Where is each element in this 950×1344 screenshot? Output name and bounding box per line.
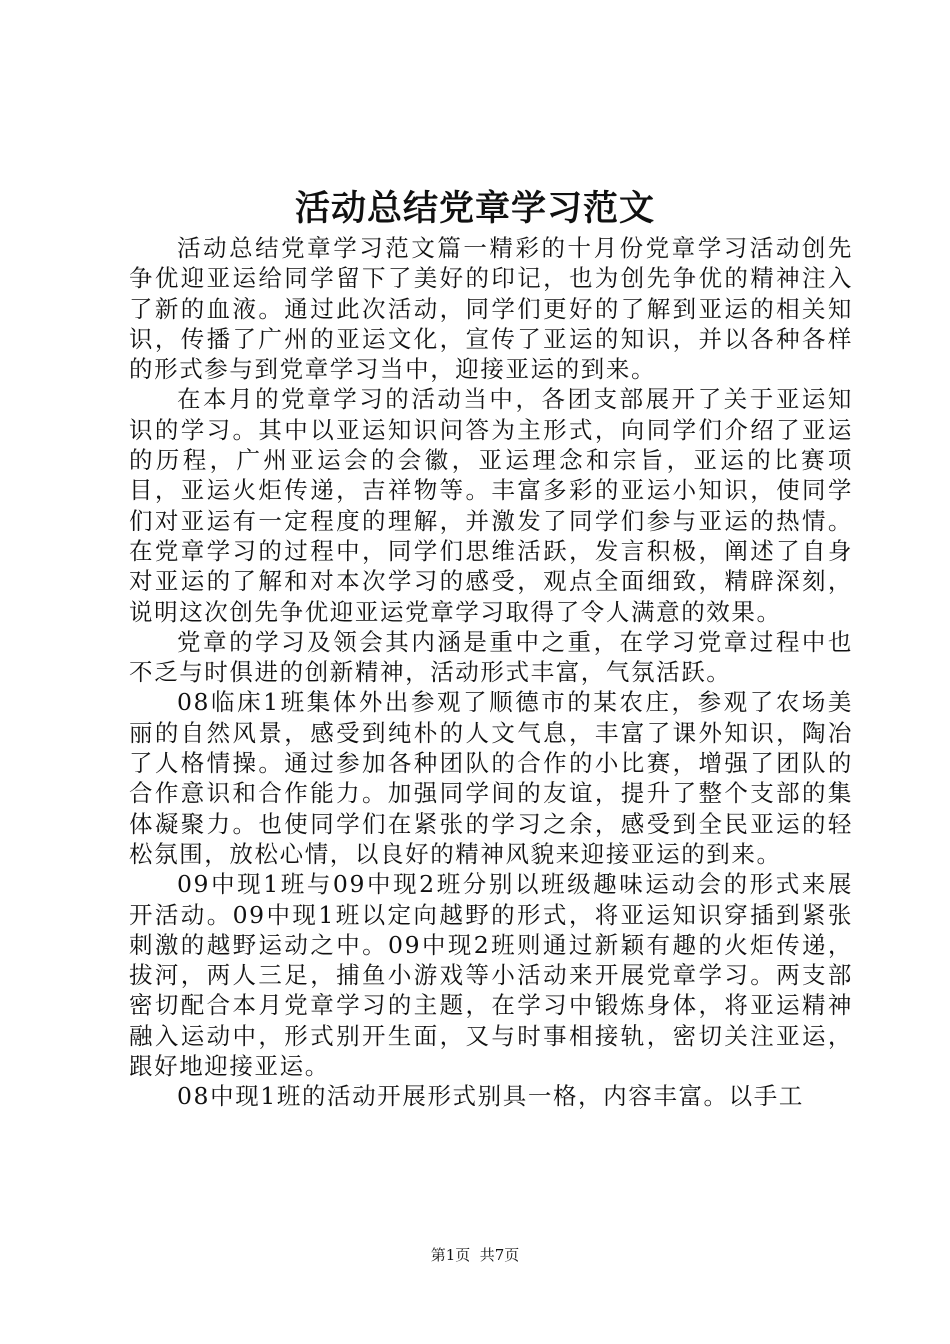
paragraph-2: 在本月的党章学习的活动当中，各团支部展开了关于亚运知识的学习。其中以亚运知识问答为主形式，向同学们介绍了亚运的历程，广州亚运会的会徽，亚运理念和宗旨，亚运的比赛项目，亚运火炬传递，吉祥物等。丰富多彩的亚运小知识，使同学们对亚运有一定程度的理解，并激发了同学们参与亚运的热情。在党章学习的过程中，同学们思维活跃，发言积极，阐述了自身对亚运的了解和对本次学习的感受，观点全面细致，精辟深刻，说明这次创先争优迎亚运党章学习取得了令人满意的效果。 <box>129 385 853 626</box>
paragraph-5: 09中现1班与09中现2班分别以班级趣味运动会的形式来展开活动。09中现1班以定向越野的形式，将亚运知识穿插到紧张刺激的越野运动之中。09中现2班则通过新颖有趣的火炬传递，拔河，两人三足，捕鱼小游戏等小活动来开展党章学习。两支部密切配合本月党章学习的主题，在学习中锻炼身体，将亚运精神融入运动中，形式别开生面，又与时事相接轨，密切关注亚运，跟好地迎接亚运。 <box>129 870 853 1081</box>
paragraph-3: 党章的学习及领会其内涵是重中之重，在学习党章过程中也不乏与时俱进的创新精神，活动形式丰富，气氛活跃。 <box>129 627 853 687</box>
page-footer <box>0 1245 950 1265</box>
paragraph-1: 活动总结党章学习范文篇一精彩的十月份党章学习活动创先争优迎亚运给同学留下了美好的印记，也为创先争优的精神注入了新的血液。通过此次活动，同学们更好的了解到亚运的相关知识，传播了广州的亚运文化，宣传了亚运的知识，并以各种各样的形式参与到党章学习当中，迎接亚运的到来。 <box>129 234 853 384</box>
paragraph-4: 08临床1班集体外出参观了顺德市的某农庄，参观了农场美丽的自然风景，感受到纯朴的人文气息，丰富了课外知识，陶冶了人格情操。通过参加各种团队的合作的小比赛，增强了团队的合作意识和合作能力。加强同学间的友谊，提升了整个支部的集体凝聚力。也使同学们在紧张的学习之余，感受到全民亚运的轻松氛围，放松心情，以良好的精神风貌来迎接亚运的到来。 <box>129 688 853 868</box>
page-number-label: 第1页 共7页 <box>430 1246 520 1264</box>
document-body <box>129 233 853 1112</box>
document-title: 活动总结党章学习范文 <box>294 188 655 229</box>
paragraph-6: 08中现1班的活动开展形式别具一格，内容丰富。以手工 <box>177 1082 804 1111</box>
